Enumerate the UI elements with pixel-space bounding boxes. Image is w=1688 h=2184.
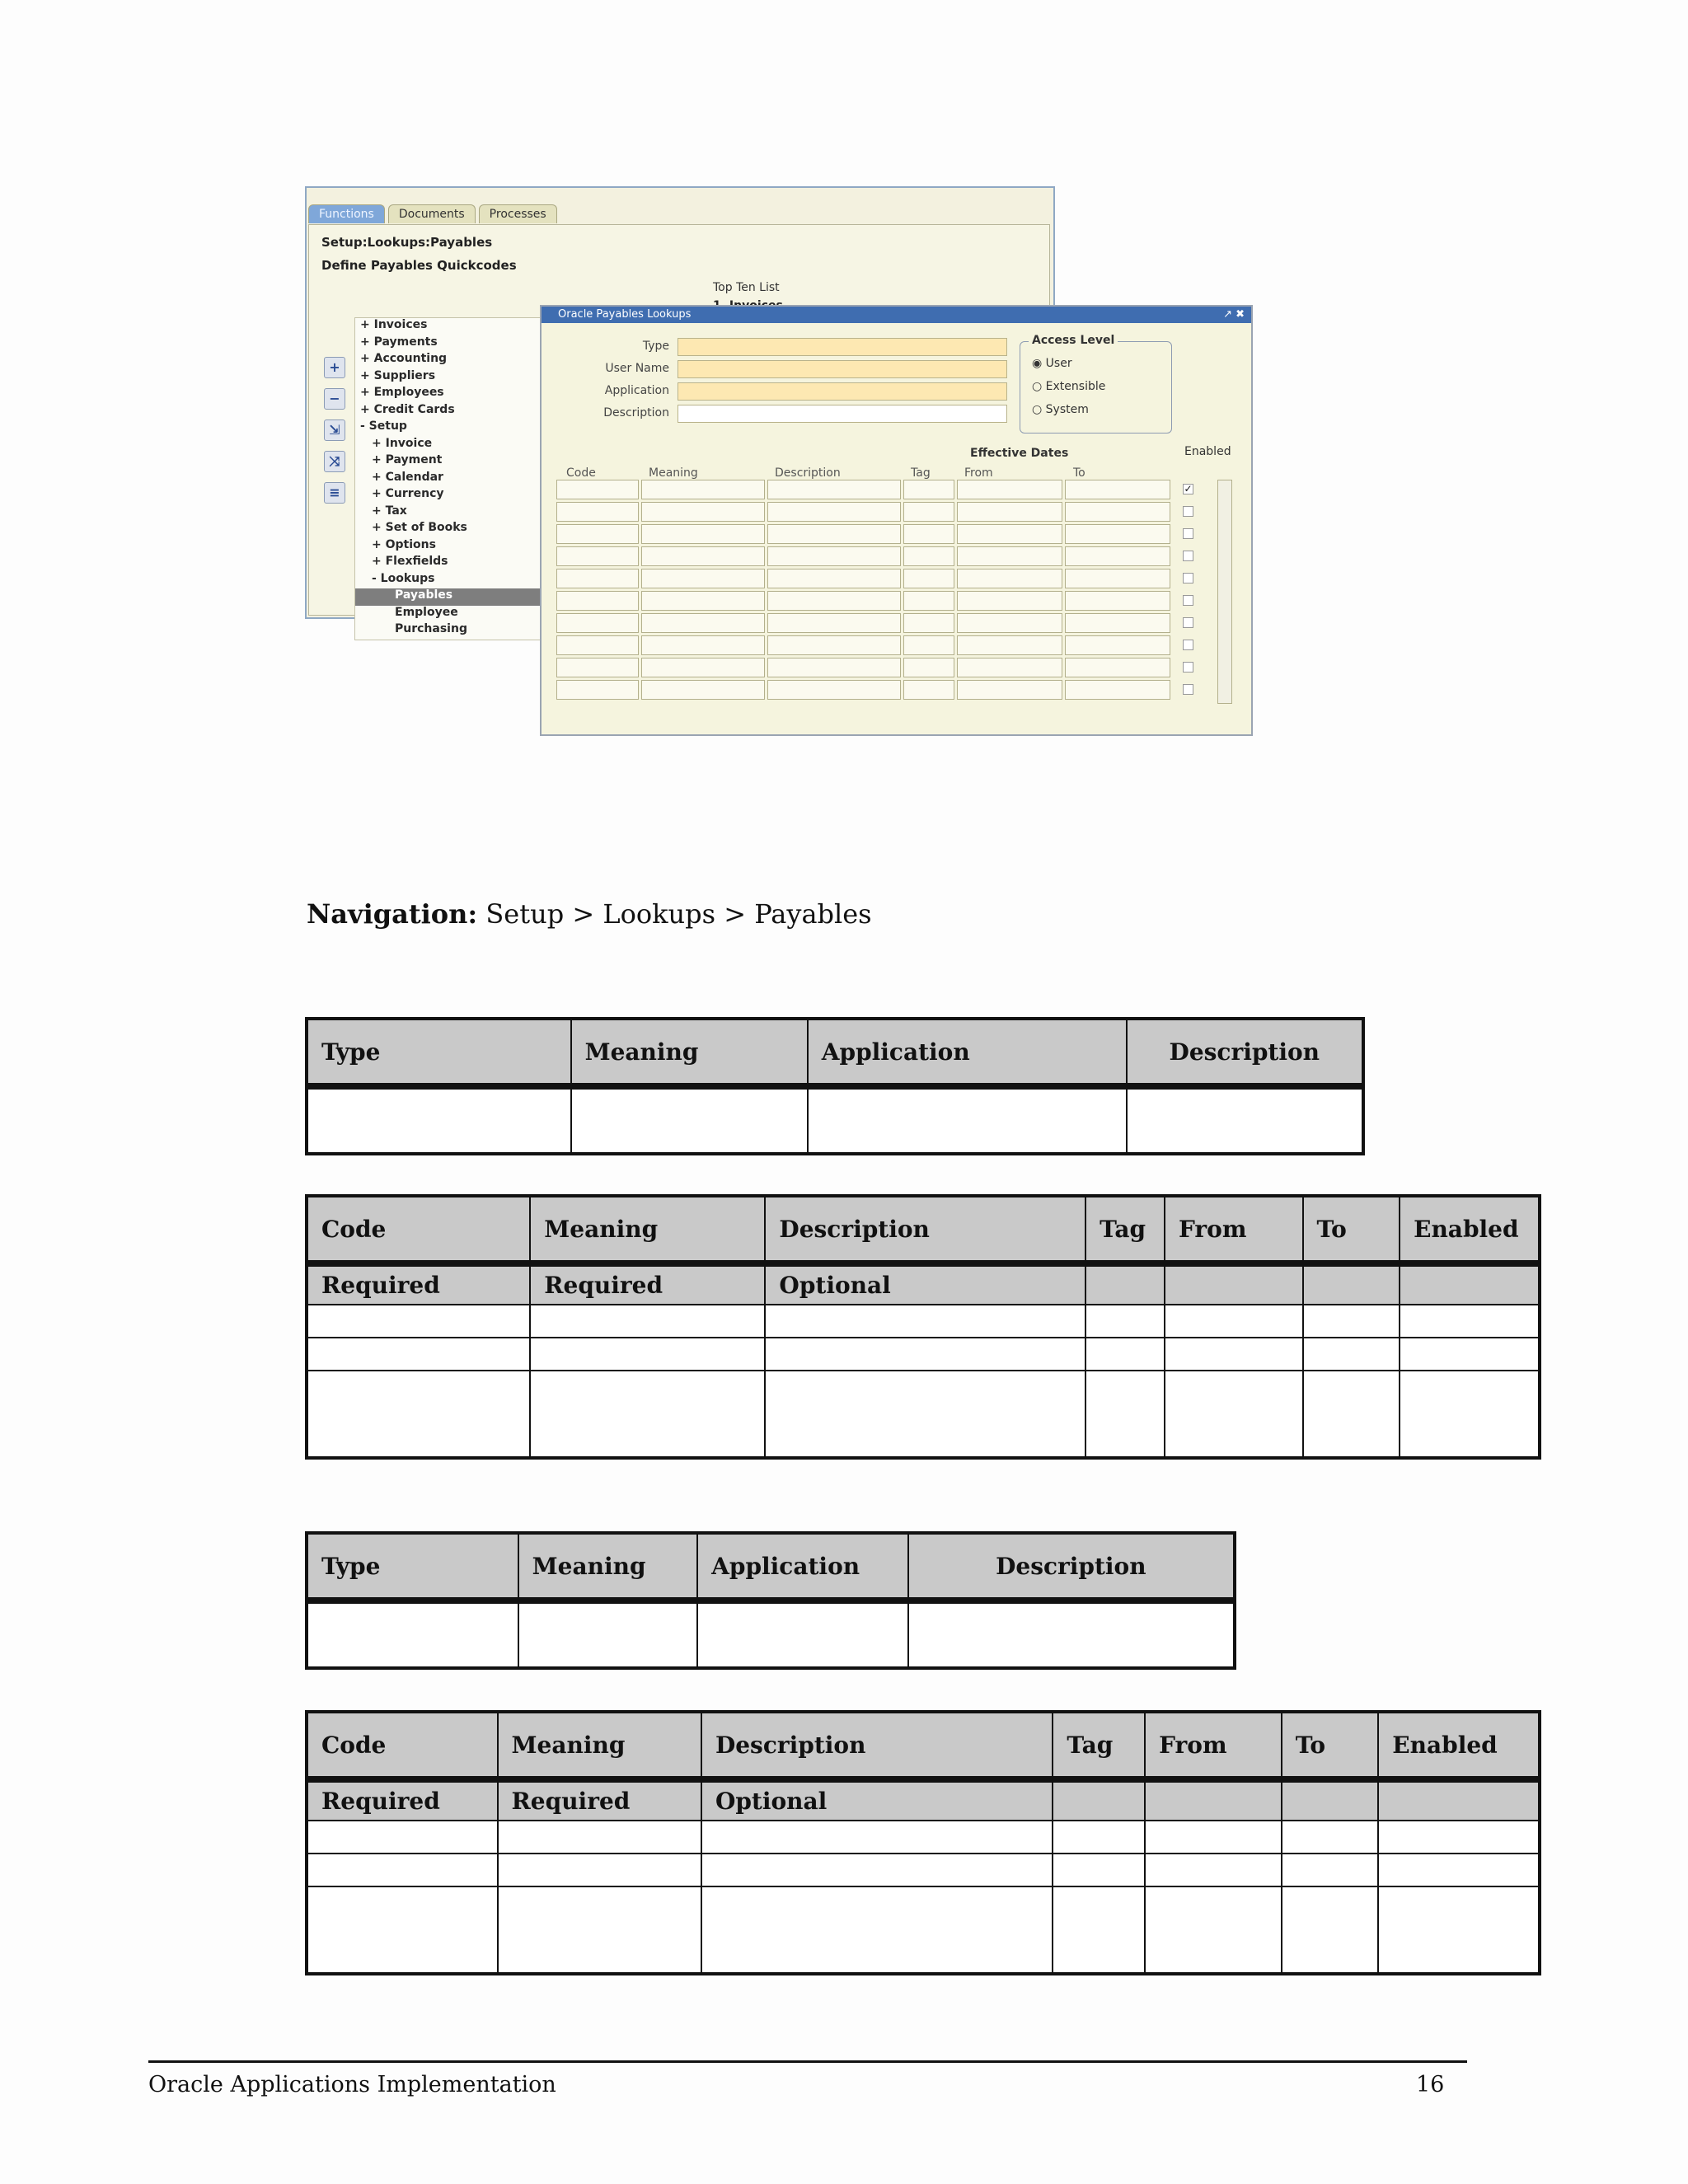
table-cell — [1085, 1305, 1165, 1338]
code-cell[interactable] — [556, 635, 639, 655]
table-cell — [765, 1305, 1085, 1338]
meaning-cell[interactable] — [641, 524, 765, 544]
tree-item[interactable]: + Invoices — [360, 318, 428, 331]
tag-cell[interactable] — [903, 658, 954, 677]
tree-item[interactable]: + Employees — [360, 386, 444, 399]
table-cell — [1165, 1263, 1303, 1305]
description-cell[interactable] — [767, 680, 901, 700]
table-cell — [1282, 1854, 1379, 1886]
from-cell[interactable] — [957, 658, 1062, 677]
code-cell[interactable] — [556, 680, 639, 700]
table-cell — [1303, 1305, 1400, 1338]
table-cell — [1053, 1779, 1145, 1821]
table-cell — [765, 1371, 1085, 1458]
col-from: From — [964, 466, 993, 480]
table-cell — [908, 1601, 1235, 1668]
footer-rule — [148, 2060, 1467, 2063]
lookup-type-table — [305, 1017, 1365, 1155]
table-cell — [1282, 1821, 1379, 1854]
tree-item[interactable]: Purchasing — [395, 622, 467, 635]
tree-item[interactable]: Employee — [395, 605, 458, 619]
to-cell[interactable] — [1065, 591, 1170, 611]
grid-row — [556, 658, 1200, 680]
description-cell[interactable] — [767, 591, 901, 611]
grid-row — [556, 569, 1200, 591]
enabled-label: Enabled — [1184, 445, 1231, 458]
meaning-cell[interactable] — [641, 613, 765, 633]
code-cell[interactable] — [556, 480, 639, 499]
table-cell — [701, 1854, 1053, 1886]
table-cell — [1127, 1086, 1363, 1154]
tree-item[interactable]: + Credit Cards — [360, 402, 455, 416]
header-from: From — [1165, 1196, 1303, 1263]
grid-row — [556, 502, 1200, 524]
navigator-side-buttons — [324, 357, 345, 513]
table-cell — [701, 1821, 1053, 1854]
col-description: Description — [775, 466, 841, 480]
table-cell — [1303, 1338, 1400, 1371]
tree-item[interactable]: + Accounting — [360, 352, 448, 365]
tag-cell[interactable] — [903, 480, 954, 499]
expand-all-button[interactable]: ⤨ — [324, 451, 345, 472]
table-cell — [1145, 1854, 1282, 1886]
type-field[interactable] — [678, 338, 1007, 356]
top-ten-label: Top Ten List — [713, 281, 780, 294]
table-cell — [1165, 1305, 1303, 1338]
table-cell — [1303, 1263, 1400, 1305]
navigator-tabs — [308, 204, 557, 224]
grid-row — [556, 524, 1200, 546]
grid-row — [556, 680, 1200, 702]
col-to: To — [1073, 466, 1085, 480]
navigation-label: Navigation: — [307, 898, 478, 930]
lookups-window — [540, 305, 1253, 736]
grid-row — [556, 635, 1200, 658]
expand-branch-button[interactable]: ⇲ — [324, 419, 345, 441]
header-enabled: Enabled — [1400, 1196, 1540, 1263]
header-type: Type — [307, 1019, 571, 1086]
code-cell[interactable] — [556, 546, 639, 566]
expand-button[interactable]: + — [324, 357, 345, 378]
navigation-line — [307, 898, 872, 930]
header-to: To — [1282, 1712, 1379, 1779]
description-label: Description — [603, 406, 669, 419]
header-tag: Tag — [1085, 1196, 1165, 1263]
grid-row — [556, 546, 1200, 569]
enabled-checkbox[interactable] — [1183, 573, 1193, 583]
code-cell[interactable] — [556, 591, 639, 611]
table-cell — [1378, 1821, 1540, 1854]
table-cell — [498, 1886, 701, 1974]
to-cell[interactable] — [1065, 680, 1170, 700]
table-cell — [1085, 1371, 1165, 1458]
tag-cell[interactable] — [903, 502, 954, 522]
effective-dates-label: Effective Dates — [970, 447, 1069, 460]
tree-item[interactable]: + Invoice — [372, 436, 433, 450]
table-cell — [1085, 1263, 1165, 1305]
header-application: Application — [808, 1019, 1127, 1086]
table-cell — [1165, 1338, 1303, 1371]
oracle-screenshot — [305, 180, 1253, 740]
user-name-field[interactable] — [678, 360, 1007, 378]
enabled-checkbox[interactable] — [1183, 640, 1193, 650]
tree-item[interactable]: + Payment — [372, 453, 443, 466]
from-cell[interactable] — [957, 591, 1062, 611]
col-code: Code — [566, 466, 596, 480]
description-cell[interactable] — [767, 658, 901, 677]
meaning-requirement: Required — [530, 1263, 765, 1305]
table-cell — [530, 1338, 765, 1371]
header-description: Description — [701, 1712, 1053, 1779]
radio-user-label: User — [1045, 357, 1072, 370]
tag-cell[interactable] — [903, 591, 954, 611]
code-requirement: Required — [307, 1779, 498, 1821]
description-cell[interactable] — [767, 635, 901, 655]
table-cell — [530, 1305, 765, 1338]
meaning-cell[interactable] — [641, 546, 765, 566]
tree-item[interactable]: + Set of Books — [372, 521, 467, 534]
description-cell[interactable] — [767, 524, 901, 544]
lookup-codes-grid — [556, 480, 1200, 702]
table-cell — [1145, 1886, 1282, 1974]
tree-item[interactable]: + Currency — [372, 487, 444, 500]
radio-extensible-label: Extensible — [1045, 380, 1106, 393]
grid-row — [556, 480, 1200, 502]
from-cell[interactable] — [957, 680, 1062, 700]
access-level-title: Access Level — [1029, 334, 1118, 347]
to-cell[interactable] — [1065, 635, 1170, 655]
radio-user[interactable] — [1032, 357, 1072, 370]
from-cell[interactable] — [957, 635, 1062, 655]
table-cell — [1400, 1263, 1540, 1305]
table-cell — [1145, 1821, 1282, 1854]
header-type: Type — [307, 1533, 518, 1601]
tag-cell[interactable] — [903, 613, 954, 633]
to-cell[interactable] — [1065, 658, 1170, 677]
description-requirement: Optional — [701, 1779, 1053, 1821]
tree-item[interactable]: + Flexfields — [372, 555, 448, 568]
table-cell — [1053, 1886, 1145, 1974]
table-cell — [307, 1086, 571, 1154]
description-cell[interactable] — [767, 569, 901, 588]
tree-item[interactable]: + Tax — [372, 504, 407, 518]
table-cell — [701, 1886, 1053, 1974]
table-cell — [1400, 1371, 1540, 1458]
table-cell — [1053, 1854, 1145, 1886]
tag-cell[interactable] — [903, 635, 954, 655]
to-cell[interactable] — [1065, 502, 1170, 522]
grid-scrollbar[interactable] — [1217, 480, 1232, 704]
table-cell — [1400, 1338, 1540, 1371]
from-cell[interactable] — [957, 480, 1062, 499]
lookup-codes-table-2 — [305, 1710, 1541, 1975]
description-cell[interactable] — [767, 613, 901, 633]
to-cell[interactable] — [1065, 546, 1170, 566]
table-cell — [697, 1601, 908, 1668]
table-cell — [307, 1338, 530, 1371]
code-requirement: Required — [307, 1263, 530, 1305]
tree-item[interactable]: + Suppliers — [360, 368, 436, 382]
table-cell — [1303, 1371, 1400, 1458]
meaning-cell[interactable] — [641, 591, 765, 611]
application-label: Application — [604, 384, 669, 397]
table-cell — [530, 1371, 765, 1458]
table-cell — [1282, 1779, 1379, 1821]
navigator-path: Setup:Lookups:Payables — [321, 235, 493, 250]
description-cell[interactable] — [767, 502, 901, 522]
description-cell[interactable] — [767, 480, 901, 499]
radio-system-label: System — [1045, 403, 1089, 416]
enabled-checkbox[interactable] — [1183, 528, 1193, 539]
code-cell[interactable] — [556, 613, 639, 633]
table-cell — [518, 1601, 698, 1668]
grid-row — [556, 591, 1200, 613]
code-cell[interactable] — [556, 502, 639, 522]
table-cell — [808, 1086, 1127, 1154]
description-field[interactable] — [678, 405, 1007, 423]
to-cell[interactable] — [1065, 480, 1170, 499]
to-cell[interactable] — [1065, 613, 1170, 633]
header-meaning: Meaning — [518, 1533, 698, 1601]
enabled-checkbox[interactable] — [1183, 551, 1193, 561]
table-cell — [307, 1854, 498, 1886]
navigator-heading: Define Payables Quickcodes — [321, 258, 517, 273]
tag-cell[interactable] — [903, 569, 954, 588]
type-label: Type — [642, 340, 669, 353]
header-enabled: Enabled — [1378, 1712, 1540, 1779]
enabled-checkbox[interactable] — [1183, 595, 1193, 606]
footer-title: Oracle Applications Implementation — [148, 2072, 556, 2097]
meaning-cell[interactable] — [641, 635, 765, 655]
header-from: From — [1145, 1712, 1282, 1779]
code-cell[interactable] — [556, 658, 639, 677]
radio-empty-icon: ○ — [1032, 403, 1046, 416]
tag-cell[interactable] — [903, 680, 954, 700]
tag-cell[interactable] — [903, 524, 954, 544]
to-cell[interactable] — [1065, 524, 1170, 544]
meaning-cell[interactable] — [641, 569, 765, 588]
tree-item-selected[interactable]: Payables — [355, 588, 701, 606]
table-cell — [765, 1338, 1085, 1371]
header-meaning: Meaning — [498, 1712, 701, 1779]
table-cell — [1378, 1854, 1540, 1886]
lookup-codes-table — [305, 1194, 1541, 1460]
lookup-type-table-2 — [305, 1531, 1236, 1670]
table-cell — [1053, 1821, 1145, 1854]
tab-functions[interactable]: Functions — [308, 204, 385, 223]
table-cell — [307, 1601, 518, 1668]
from-cell[interactable] — [957, 546, 1062, 566]
collapse-all-button[interactable]: ≡ — [324, 482, 345, 504]
description-requirement: Optional — [765, 1263, 1085, 1305]
access-level-group — [1020, 334, 1172, 434]
meaning-cell[interactable] — [641, 680, 765, 700]
enabled-checkbox[interactable] — [1183, 506, 1193, 517]
application-field[interactable] — [678, 382, 1007, 401]
table-cell — [1400, 1305, 1540, 1338]
header-meaning: Meaning — [530, 1196, 765, 1263]
table-cell — [307, 1305, 530, 1338]
tree-item[interactable]: + Options — [372, 537, 436, 551]
tab-documents[interactable]: Documents — [388, 204, 476, 223]
enabled-checkbox[interactable]: ✓ — [1184, 483, 1193, 494]
radio-empty-icon: ○ — [1032, 380, 1046, 393]
collapse-button[interactable]: − — [324, 388, 345, 410]
tree-item[interactable]: + Calendar — [372, 470, 443, 484]
code-cell[interactable] — [556, 569, 639, 588]
tab-processes[interactable]: Processes — [479, 204, 557, 223]
page-number: 16 — [1416, 2072, 1445, 2097]
table-cell — [1145, 1779, 1282, 1821]
tree-item[interactable]: - Lookups — [372, 571, 435, 585]
header-description: Description — [908, 1533, 1235, 1601]
col-meaning: Meaning — [649, 466, 698, 480]
navigation-path: Setup > Lookups > Payables — [485, 898, 872, 930]
table-cell — [498, 1821, 701, 1854]
meaning-cell[interactable] — [641, 658, 765, 677]
from-cell[interactable] — [957, 524, 1062, 544]
header-to: To — [1303, 1196, 1400, 1263]
from-cell[interactable] — [957, 569, 1062, 588]
meaning-cell[interactable] — [641, 480, 765, 499]
table-cell — [1165, 1371, 1303, 1458]
header-description: Description — [1127, 1019, 1363, 1086]
table-cell — [1378, 1886, 1540, 1974]
meaning-cell[interactable] — [641, 502, 765, 522]
from-cell[interactable] — [957, 502, 1062, 522]
grid-row — [556, 613, 1200, 635]
table-cell — [571, 1086, 808, 1154]
code-cell[interactable] — [556, 524, 639, 544]
col-tag: Tag — [911, 466, 931, 480]
header-tag: Tag — [1053, 1712, 1145, 1779]
header-description: Description — [765, 1196, 1085, 1263]
table-cell — [1282, 1886, 1379, 1974]
radio-system[interactable] — [1032, 403, 1089, 416]
radio-selected-icon: ◉ — [1032, 357, 1046, 370]
table-cell — [307, 1886, 498, 1974]
header-code: Code — [307, 1712, 498, 1779]
window-controls-icon[interactable]: ↗ ✖ — [1223, 308, 1245, 321]
enabled-checkbox[interactable] — [1183, 617, 1193, 628]
tree-item[interactable]: - Setup — [360, 419, 407, 433]
header-application: Application — [697, 1533, 908, 1601]
tree-item[interactable]: + Payments — [360, 335, 438, 349]
tag-cell[interactable] — [903, 546, 954, 566]
header-meaning: Meaning — [571, 1019, 808, 1086]
header-code: Code — [307, 1196, 530, 1263]
table-cell — [1378, 1779, 1540, 1821]
to-cell[interactable] — [1065, 569, 1170, 588]
enabled-checkbox[interactable] — [1183, 684, 1193, 695]
table-cell — [498, 1854, 701, 1886]
table-cell — [307, 1371, 530, 1458]
description-cell[interactable] — [767, 546, 901, 566]
meaning-requirement: Required — [498, 1779, 701, 1821]
from-cell[interactable] — [957, 613, 1062, 633]
table-cell — [1085, 1338, 1165, 1371]
lookups-window-title: Oracle Payables Lookups — [542, 307, 1251, 323]
user-name-label: User Name — [605, 362, 669, 375]
enabled-checkbox[interactable] — [1183, 662, 1193, 673]
radio-extensible[interactable] — [1032, 380, 1105, 393]
table-cell — [307, 1821, 498, 1854]
